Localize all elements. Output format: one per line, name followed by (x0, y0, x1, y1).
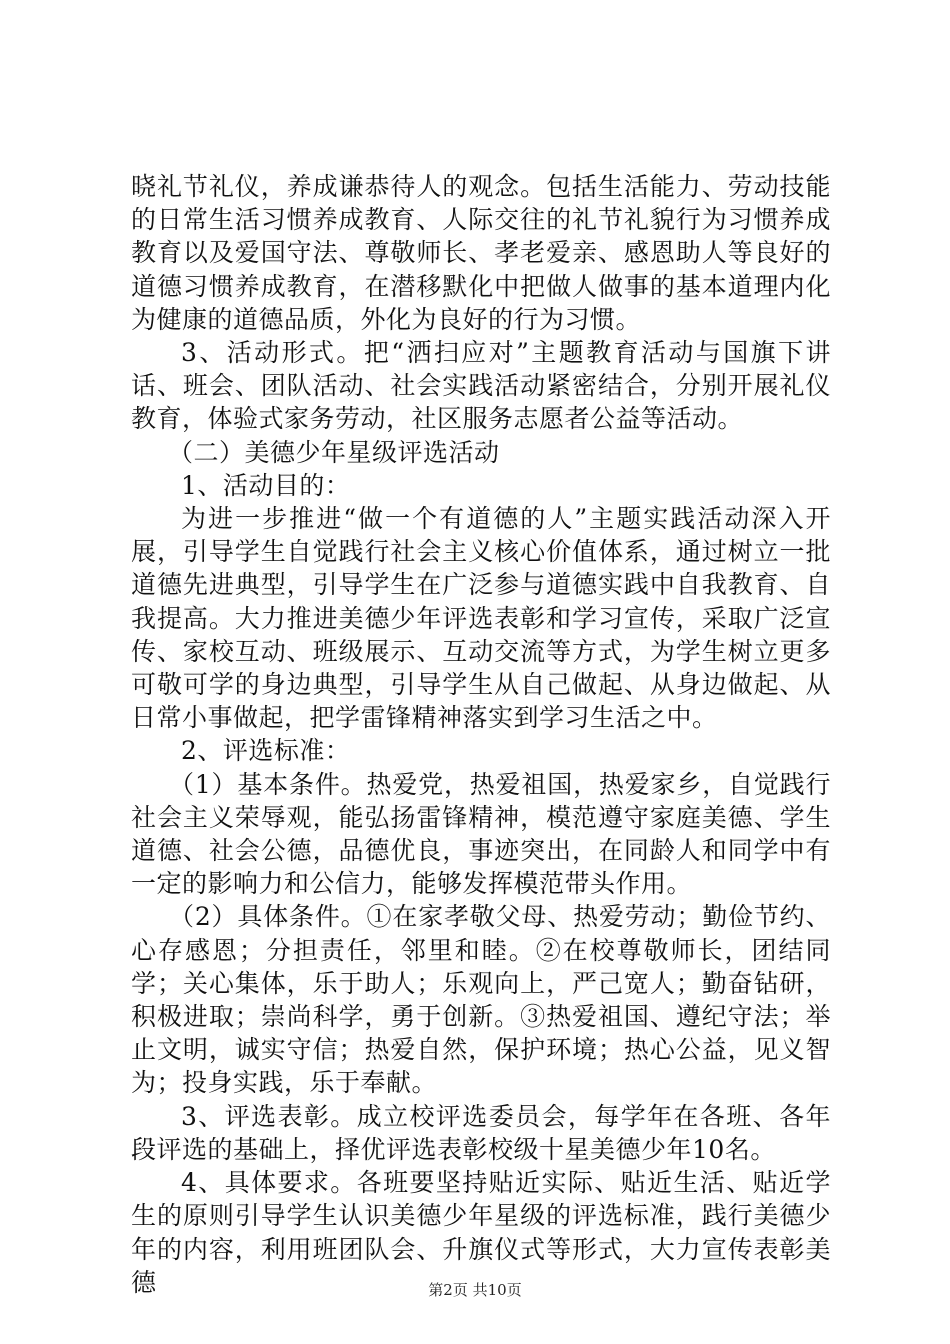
page-number-footer: 第2页 共10页 (428, 1281, 522, 1299)
paragraph-activity-form: 3、活动形式。把“洒扫应对”主题教育活动与国旗下讲话、班会、团队活动、社会实践活动紧密结合，分别开展礼仪教育，体验式家务劳动，社区服务志愿者公益等活动。 (131, 338, 831, 434)
paragraph-basic-conditions: （1）基本条件。热爱党，热爱祖国，热爱家乡，自觉践行社会主义荣辱观，能弘扬雷锋精神，模范遵守家庭美德、学生道德、社会公德，品德优良，事迹突出，在同龄人和同学中有一定的影响力和公信力，能够发挥模范带头作用。 (131, 769, 831, 899)
paragraph-selection-award: 3、评选表彰。成立校评选委员会，每学年在各班、各年段评选的基础上，择优评选表彰校级十星美德少年10名。 (131, 1101, 831, 1164)
paragraph-specific-conditions: （2）具体条件。①在家孝敬父母、热爱劳动；勤俭节约、心存感恩；分担责任，邻里和睦。②在校尊敬师长，团结同学；关心集体，乐于助人；乐观向上，严己宽人；勤奋钻研，积极进取；崇尚科学，勇于创新。③热爱祖国、遵纪守法；举止文明，诚实守信；热爱自然，保护环境；热心公益，见义智为；投身实践，乐于奉献。 (131, 902, 831, 1098)
section-heading-star-rating: （二）美德少年星级评选活动 (168, 437, 500, 467)
paragraph-requirements: 4、具体要求。各班要坚持贴近实际、贴近生活、贴近学生的原则引导学生认识美德少年星级的评选标准，践行美德少年的内容，利用班团队会、升旗仪式等形式，大力宣传表彰美德 (131, 1168, 831, 1297)
subheading-criteria: 2、评选标准： (181, 736, 351, 766)
paragraph-activity-purpose: 为进一步推进“做一个有道德的人”主题实践活动深入开展，引导学生自觉践行社会主义核心价值体系，通过树立一批道德先进典型，引导学生在广泛参与道德实践中自我教育、自我提高。大力推进美德少年评选表彰和学习宣传，采取广泛宣传、家校互动、班级展示、互动交流等方式，为学生树立更多可敬可学的身边典型，引导学生从自己做起、从身边做起、从日常小事做起，把学雷锋精神落实到学习生活之中。 (131, 504, 831, 733)
paragraph-continuation: 晓礼节礼仪，养成谦恭待人的观念。包括生活能力、劳动技能的日常生活习惯养成教育、人际交往的礼节礼貌行为习惯养成教育以及爱国守法、尊敬师长、孝老爱亲、感恩助人等良好的道德习惯养成教育，在潜移默化中把做人做事的基本道理内化为健康的道德品质，外化为良好的行为习惯。 (131, 172, 831, 334)
subheading-activity-purpose: 1、活动目的： (181, 470, 351, 500)
document-body (131, 170, 831, 1299)
